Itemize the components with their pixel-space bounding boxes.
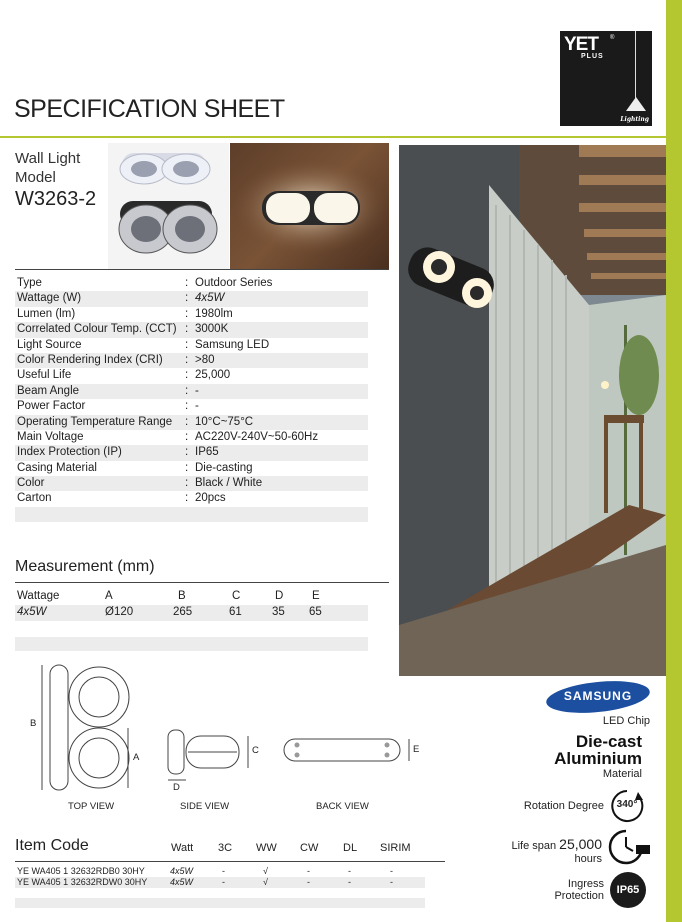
spec-label: Color Rendering Index (CRI)	[17, 353, 163, 366]
lifespan-label	[470, 838, 602, 866]
meas-header-a: A	[105, 590, 113, 602]
spec-value: -	[195, 384, 199, 397]
spec-label: Color	[17, 477, 45, 490]
spec-label: Main Voltage	[17, 430, 84, 443]
meas-header-wattage: Wattage	[17, 590, 60, 602]
spec-colon: :	[185, 307, 189, 320]
spec-colon: :	[185, 323, 189, 336]
meas-a: Ø120	[105, 606, 134, 618]
diecast-line-1: Die-cast	[575, 732, 642, 751]
spec-value: IP65	[195, 446, 219, 459]
logo-registered: ®	[610, 35, 615, 41]
lifespan-text: Life span	[511, 840, 557, 852]
item-code-rows	[15, 866, 425, 888]
meas-wattage: 4x5W	[17, 606, 47, 618]
spec-label: Power Factor	[17, 400, 86, 413]
product-category: Wall Light	[15, 150, 81, 167]
side-accent-strip	[666, 0, 682, 922]
item-3c: -	[222, 877, 225, 887]
lifestyle-photo	[230, 143, 389, 269]
item-dl: -	[348, 877, 351, 887]
spec-colon: :	[185, 369, 189, 382]
item-code: YE WA405 1 32632RDW0 30HY	[17, 877, 148, 887]
spec-value: 3000K	[195, 323, 229, 336]
pendant-lamp-icon	[626, 97, 646, 111]
spec-row	[15, 307, 368, 322]
item-header-cw: CW	[300, 842, 319, 854]
dim-label-b: B	[30, 718, 37, 729]
spec-colon: :	[185, 292, 189, 305]
spec-label: Casing Material	[17, 461, 97, 474]
item-code-divider	[15, 861, 445, 862]
spec-colon: :	[185, 384, 189, 397]
dimension-drawing	[20, 660, 440, 820]
technical-drawings	[20, 660, 440, 820]
meas-header-e: E	[312, 590, 320, 602]
measurement-header-row	[15, 589, 368, 605]
item-header-sirim: SIRIM	[380, 842, 411, 854]
side-view-caption: SIDE VIEW	[180, 801, 230, 812]
item-watt: 4x5W	[170, 866, 194, 876]
spec-row	[15, 399, 368, 414]
measurement-divider	[15, 582, 389, 583]
spec-colon: :	[185, 461, 189, 474]
rotation-value: 340°	[616, 799, 638, 810]
spec-label: Operating Temperature Range	[17, 415, 173, 428]
spec-label: Useful Life	[17, 369, 72, 382]
item-code-header	[15, 840, 445, 858]
spec-label: Correlated Colour Temp. (CCT)	[17, 323, 177, 336]
ingress-line-1: Ingress	[567, 878, 604, 890]
logo-sub: PLUS	[581, 53, 604, 60]
meas-header-d: D	[275, 590, 284, 602]
spec-value: 25,000	[195, 369, 231, 382]
spec-value: Samsung LED	[195, 338, 270, 351]
diecast-heading	[500, 733, 642, 767]
spec-value: AC220V-240V~50-60Hz	[195, 430, 319, 443]
spec-value: 10°C~75°C	[195, 415, 254, 428]
meas-d: 35	[272, 606, 285, 618]
lifespan-unit: hours	[574, 853, 602, 865]
spec-value: Outdoor Series	[195, 277, 273, 289]
logo-tagline: Lighting	[620, 116, 649, 123]
header-divider	[0, 136, 666, 138]
item-row	[15, 877, 425, 888]
spec-value: 20pcs	[195, 492, 226, 505]
item-dl: -	[348, 866, 351, 876]
dim-label-a: A	[133, 752, 140, 763]
rotation-label: Rotation Degree	[523, 800, 604, 812]
item-ww: √	[263, 877, 268, 887]
spec-value: >80	[195, 353, 215, 366]
spec-table	[15, 276, 368, 522]
spec-row	[15, 476, 368, 491]
spec-row	[15, 445, 368, 460]
rotation-icon	[609, 788, 645, 824]
product-photo	[108, 143, 229, 269]
item-cw: -	[307, 866, 310, 876]
spec-colon: :	[185, 277, 189, 289]
brand-logo	[560, 31, 652, 126]
spec-colon: :	[185, 338, 189, 351]
spec-row	[15, 384, 368, 399]
samsung-logo	[545, 680, 651, 714]
spec-colon: :	[185, 492, 189, 505]
spec-value: -	[195, 400, 199, 413]
measurement-title: Measurement (mm)	[15, 558, 155, 575]
meas-e: 65	[309, 606, 322, 618]
pendant-cord-graphic	[635, 31, 636, 99]
item-sirim: -	[390, 866, 393, 876]
item-watt: 4x5W	[170, 877, 194, 887]
spec-value: Black / White	[195, 477, 263, 490]
spec-value: 4x5W	[195, 292, 225, 305]
spec-table-divider	[15, 269, 389, 270]
material-label: Material	[602, 768, 642, 780]
item-code-title: Item Code	[15, 837, 89, 854]
spec-value: Die-casting	[195, 461, 253, 474]
spec-colon: :	[185, 477, 189, 490]
page-title: SPECIFICATION SHEET	[14, 95, 285, 123]
item-header-dl: DL	[343, 842, 358, 854]
item-cw: -	[307, 877, 310, 887]
item-header-3c: 3C	[218, 842, 233, 854]
spec-label: Carton	[17, 492, 52, 505]
spec-row	[15, 461, 368, 476]
item-header-ww: WW	[256, 842, 277, 854]
room-installation-photo	[399, 145, 666, 676]
spec-row	[15, 291, 368, 306]
top-view-caption: TOP VIEW	[68, 801, 115, 812]
ip-rating-badge: IP65	[610, 872, 646, 908]
spec-value: 1980lm	[195, 307, 233, 320]
measurement-empty-row	[15, 637, 368, 651]
model-number: W3263-2	[15, 188, 97, 210]
spec-row	[15, 491, 368, 506]
back-view-caption: BACK VIEW	[316, 801, 369, 812]
spec-colon: :	[185, 446, 189, 459]
meas-header-b: B	[178, 590, 186, 602]
spec-row	[15, 353, 368, 368]
led-chip-label: LED Chip	[602, 715, 650, 727]
spec-row	[15, 276, 368, 291]
spec-row	[15, 430, 368, 445]
spec-label: Beam Angle	[17, 384, 80, 397]
diecast-line-2: Aluminium	[554, 749, 642, 768]
spec-row	[15, 415, 368, 430]
spec-colon: :	[185, 400, 189, 413]
measurement-row	[15, 605, 368, 621]
clock-icon	[606, 827, 652, 867]
logo-wordmark: YET	[564, 34, 598, 55]
dim-label-e: E	[413, 744, 420, 755]
spec-row	[15, 368, 368, 383]
lifespan-value: 25,000	[559, 836, 602, 852]
spec-label: Wattage (W)	[17, 292, 82, 305]
item-code: YE WA405 1 32632RDB0 30HY	[17, 866, 145, 876]
meas-header-c: C	[232, 590, 241, 602]
spec-label: Type	[17, 277, 42, 289]
samsung-wordmark: SAMSUNG	[563, 689, 633, 703]
spec-row	[15, 322, 368, 337]
meas-c: 61	[229, 606, 242, 618]
spec-label: Light Source	[17, 338, 82, 351]
item-ww: √	[263, 866, 268, 876]
meas-b: 265	[173, 606, 193, 618]
model-label: Model	[15, 169, 56, 186]
dim-label-d: D	[173, 782, 180, 793]
spec-colon: :	[185, 430, 189, 443]
item-row	[15, 866, 425, 877]
spec-colon: :	[185, 353, 189, 366]
spec-label: Index Protection (IP)	[17, 446, 122, 459]
item-code-empty-row	[15, 898, 425, 908]
spec-row	[15, 507, 368, 522]
item-sirim: -	[390, 877, 393, 887]
spec-colon: :	[185, 415, 189, 428]
ingress-line-2: Protection	[554, 890, 604, 902]
item-header-watt: Watt	[171, 842, 194, 854]
spec-row	[15, 338, 368, 353]
item-3c: -	[222, 866, 225, 876]
ingress-label	[500, 878, 604, 902]
spec-label: Lumen (lm)	[17, 307, 76, 320]
dim-label-c: C	[252, 745, 259, 756]
